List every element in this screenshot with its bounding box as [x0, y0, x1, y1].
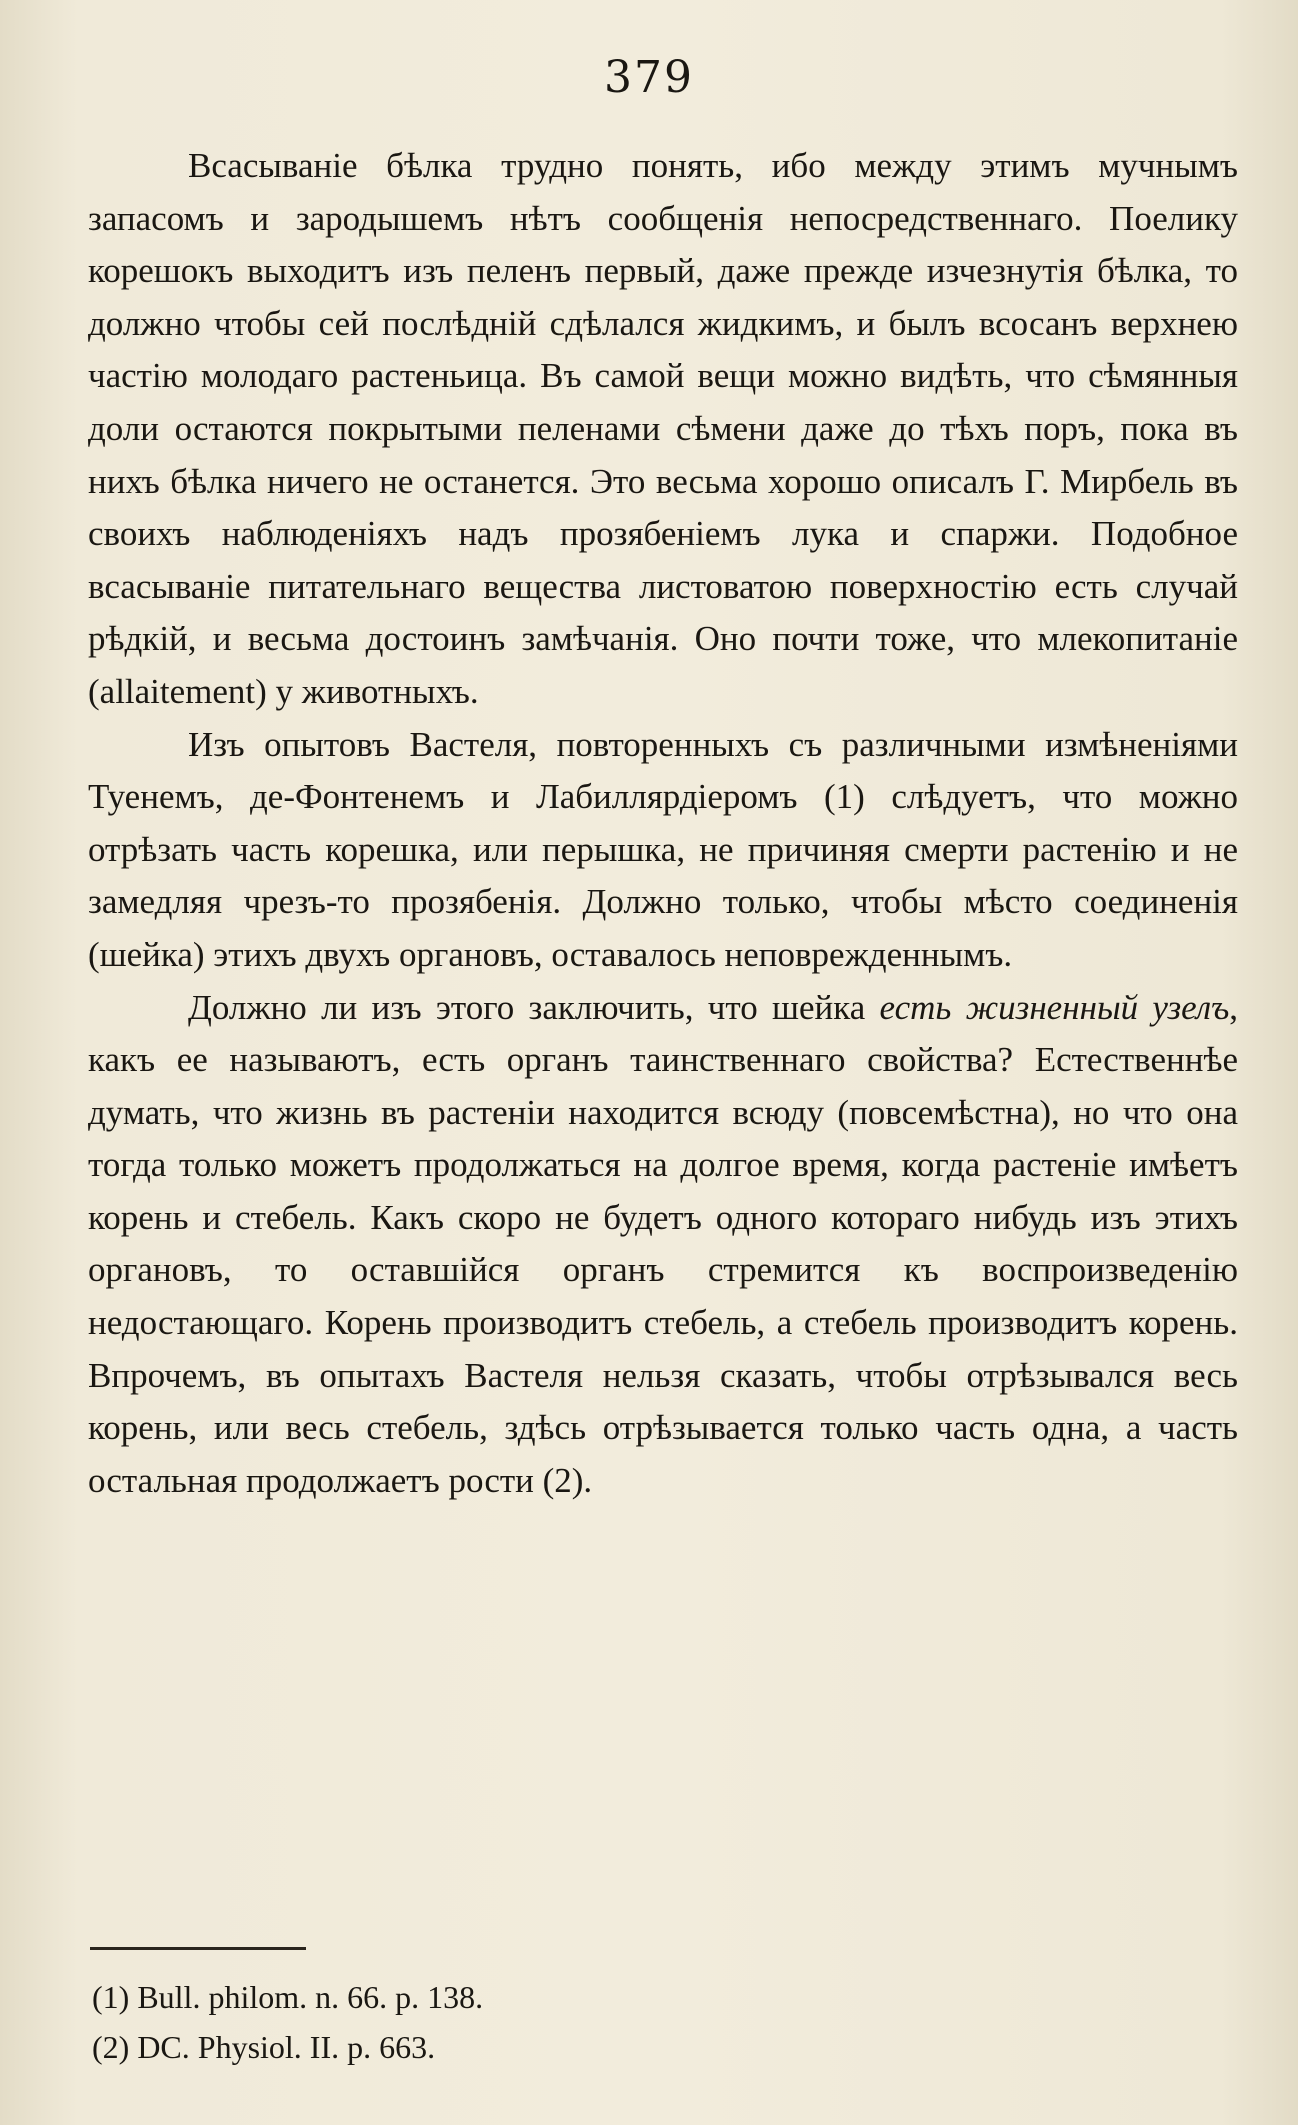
- paragraph-2: Изъ опытовъ Вастеля, повторенныхъ съ различными измѣненіями Туенемъ, де-Фонтенемъ и Лабиллярдіеромъ (1) слѣдуетъ, что можно отрѣзать часть корешка, или перышка, не причиняя смерти растенію и не замедляя чрезъ-то прозябенія. Должно только, чтобы мѣсто соединенія (шейка) этихъ двухъ органовъ, оставалось неповрежденнымъ.: [88, 724, 1238, 974]
- paragraph-3-italic-phrase: есть жизненный узелъ: [879, 987, 1230, 1027]
- footnote-divider: [90, 1947, 306, 1950]
- footnote-2: (2) DC. Physiol. II. p. 663.: [92, 2029, 436, 2065]
- paragraph-3-text-end: , какъ ее называютъ, есть органъ таинственнаго свойства? Естественнѣе думать, что жизнь въ растеніи находится всюду (повсемѣстна), но что она тогда только можетъ продолжаться на долгое время, когда растеніе имѣетъ корень и стебель. Какъ скоро не будетъ одного котораго нибудь изъ этихъ органовъ, то оставшійся органъ стремится къ воспроизведенію недостающаго. Корень производитъ стебель, а стебель производитъ корень. Впрочемъ, въ опытахъ Вастеля нельзя сказать, чтобы отрѣзывался весь корень, или весь стебель, здѣсь отрѣзывается только часть одна, а часть остальная продолжаетъ рости (2).: [88, 987, 1239, 1500]
- body-text: [88, 140, 1238, 1507]
- footnotes: [92, 1972, 1192, 2072]
- page-number: 379: [604, 52, 694, 103]
- footnote-1: (1) Bull. philom. n. 66. p. 138.: [92, 1979, 484, 2015]
- paragraph-3: [88, 982, 1238, 1508]
- paragraph-3-text-start: Должно ли изъ этого заключить, что шейка: [188, 987, 880, 1027]
- paragraph-1: Всасываніе бѣлка трудно понять, ибо между этимъ мучнымъ запасомъ и зародышемъ нѣтъ сообщенія непосредственнаго. Поелику корешокъ выходитъ изъ пеленъ первый, даже прежде изчезнутія бѣлка, то должно чтобы сей послѣдній сдѣлался жидкимъ, и былъ всосанъ верхнею частію молодаго растеньица. Въ самой вещи можно видѣть, что сѣмянныя доли остаются покрытыми пеленами сѣмени даже до тѣхъ поръ, пока въ нихъ бѣлка ничего не останется. Это весьма хорошо описалъ Г. Мирбель въ своихъ наблюденіяхъ надъ прозябеніемъ лука и спаржи. Подобное всасываніе питательнаго вещества листоватою поверхностію есть случай рѣдкій, и весьма достоинъ замѣчанія. Оно почти тоже, что млекопитаніе (allaitement) у животныхъ.: [88, 146, 1238, 711]
